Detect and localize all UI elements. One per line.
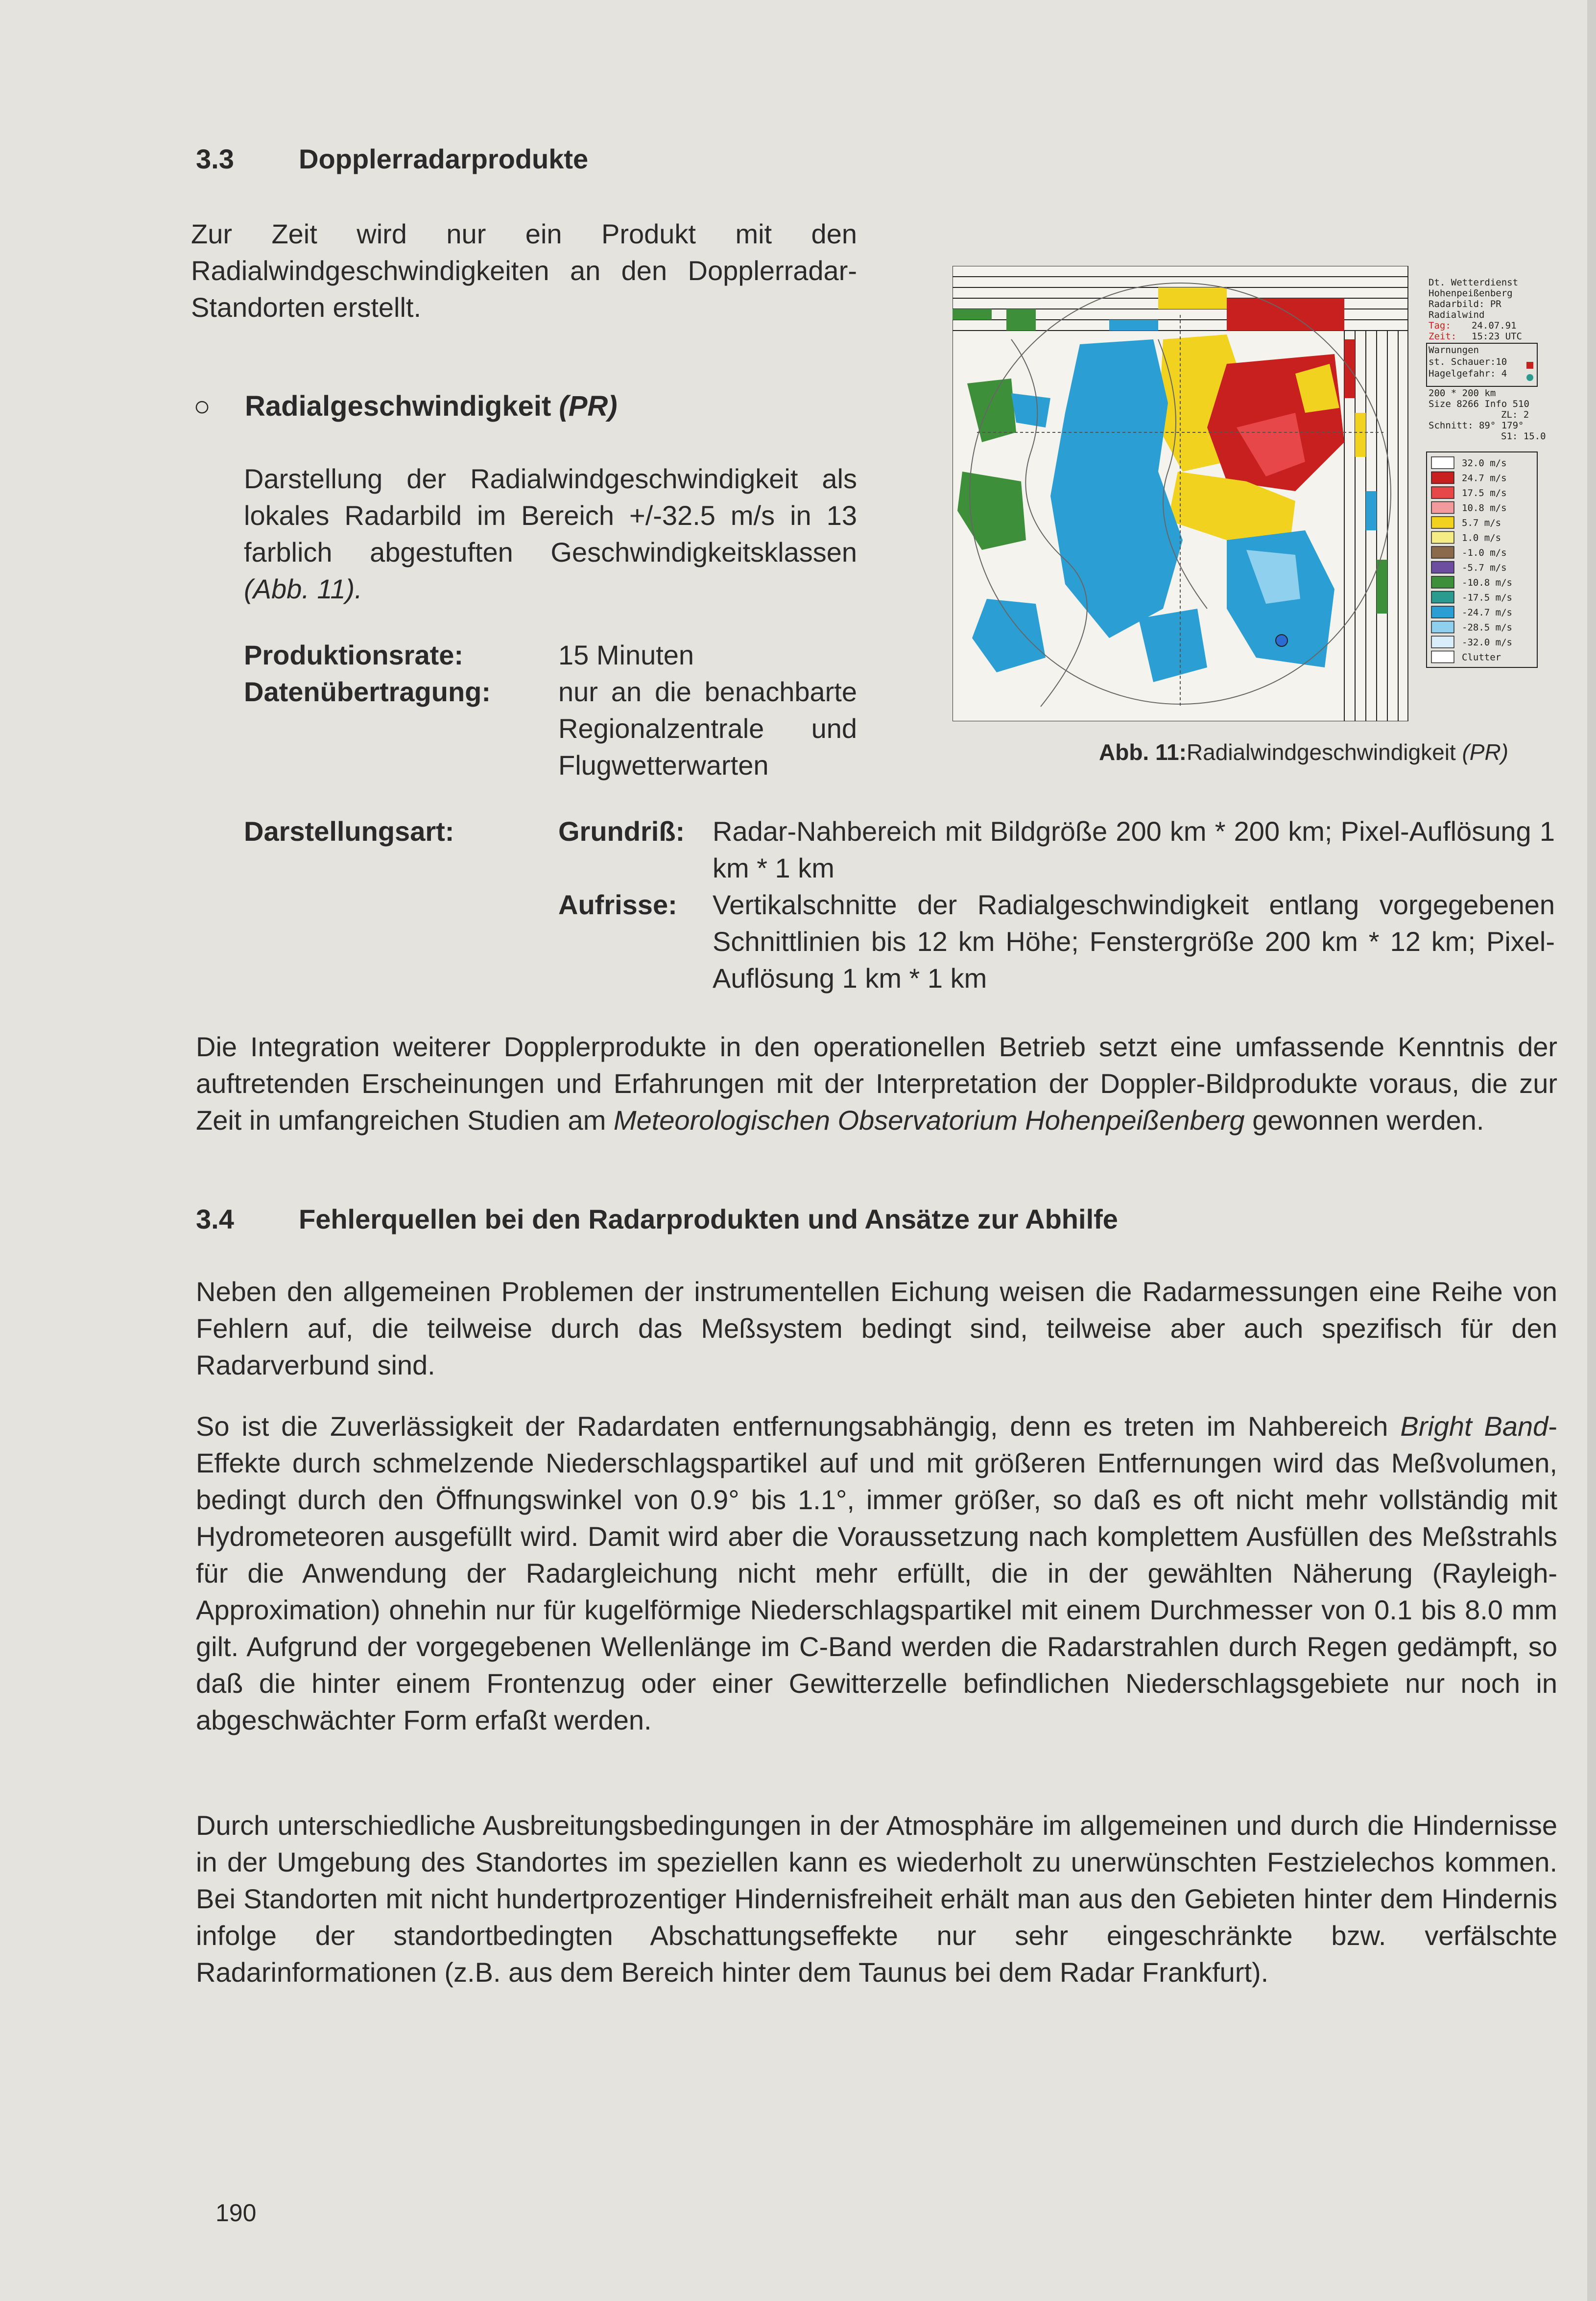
- info-line: Dt. Wetterdienst: [1429, 277, 1519, 288]
- product-description: [244, 460, 857, 607]
- info-line: Radialwind: [1429, 309, 1485, 320]
- legend-swatch: [1431, 487, 1454, 498]
- tag-value: 24.07.91: [1472, 320, 1517, 331]
- size-line: Schnitt: 89° 179°: [1429, 420, 1524, 431]
- bright-band-term: Bright Band: [1400, 1411, 1548, 1442]
- section-heading-3-4: [196, 1202, 1118, 1236]
- zeit-label: Zeit:: [1429, 331, 1457, 342]
- legend-label: Clutter: [1462, 652, 1501, 663]
- legend-swatch: [1431, 502, 1454, 514]
- legend-swatch: [1431, 532, 1454, 544]
- legend-swatch: [1431, 576, 1454, 588]
- warn-marker: [1526, 374, 1533, 381]
- legend-swatch: [1431, 472, 1454, 484]
- legend-label: 17.5 m/s: [1462, 488, 1507, 498]
- caption-number: Abb. 11:: [1099, 739, 1187, 765]
- section-heading-3-3: [196, 142, 588, 176]
- reliability-text: So ist die Zuverlässigkeit der Radardaten entfernungsabhängig, denn es treten im Nahbereich: [196, 1411, 1388, 1442]
- size-line: ZL: 2: [1501, 409, 1529, 420]
- product-heading: [193, 389, 618, 424]
- integration-text-end: gewonnen werden.: [1252, 1105, 1484, 1136]
- legend-label: -5.7 m/s: [1462, 562, 1507, 573]
- radar-figure: [953, 266, 1572, 721]
- paragraph-reliability: [196, 1408, 1557, 1738]
- legend-label: 10.8 m/s: [1462, 502, 1507, 514]
- legend-swatch: [1431, 457, 1454, 469]
- legend-swatch: [1431, 562, 1454, 573]
- section-title: Dopplerradarprodukte: [299, 143, 589, 174]
- warn-marker: [1526, 362, 1533, 369]
- legend-swatch: [1431, 592, 1454, 603]
- paragraph-propagation: Durch unterschiedliche Ausbreitungsbedingungen in der Atmosphäre im allgemeinen und durch die Hindernisse in der Umgebung des Standortes im speziellen kann es wiederholt zu unerwünschten Festzielechos kommen. Bei Standorten mit nicht hundertprozentiger Hindernisfreiheit erhält man aus den Gebieten hinter dem Hindernis infolge der standortbedingten Abschattungseffekte nur sehr eingeschränkte bzw. verfälschte Radarinformationen (z.B. aus dem Bereich hinter dem Taunus bei dem Radar Frankfurt).: [196, 1810, 1557, 1988]
- rate-label: Produktionsrate:: [244, 640, 464, 670]
- legend-box: [1427, 452, 1537, 667]
- observatory-name: Meteorologischen Observatorium Hohenpeißenberg: [613, 1105, 1245, 1136]
- tag-label: Tag:: [1429, 320, 1451, 331]
- grundriss-label: Grundriß:: [558, 816, 685, 847]
- product-description-text: Darstellung der Radialwindgeschwindigkeit als lokales Radarbild im Bereich +/-32.5 m/s in 13 farblich abgestuften Geschwindigkeitsklassen: [244, 463, 857, 568]
- warn-line: Hagelgefahr: 4: [1429, 368, 1507, 379]
- legend-label: -1.0 m/s: [1462, 547, 1507, 558]
- legend-swatch: [1431, 621, 1454, 633]
- legend: [1431, 457, 1512, 663]
- legend-label: -28.5 m/s: [1462, 622, 1512, 633]
- aufrisse-label: Aufrisse:: [558, 889, 677, 920]
- transfer-value: nur an die benachbarte Regionalzentrale und Flugwetterwarten: [558, 676, 857, 781]
- size-line: Size 8266 Info 510: [1429, 399, 1529, 409]
- legend-label: -24.7 m/s: [1462, 607, 1512, 618]
- legend-label: -32.0 m/s: [1462, 637, 1512, 648]
- caption-text: Radialwindgeschwindigkeit: [1186, 739, 1456, 765]
- page-number: 190: [215, 2199, 257, 2227]
- legend-label: 1.0 m/s: [1462, 532, 1501, 544]
- aufrisse-value: Vertikalschnitte der Radialgeschwindigkeit entlang vorgegebenen Schnittlinien bis 12 km Höhe; Fenstergröße 200 km * 12 km; Pixel-Auflösung 1 km * 1 km: [713, 889, 1555, 994]
- paragraph-errors: Neben den allgemeinen Problemen der instrumentellen Eichung weisen die Radarmessungen eine Reihe von Fehlern auf, die teilweise durch das Meßsystem bedingt sind, teilweise aber auch spezifisch für den Radarverbund sind.: [196, 1276, 1557, 1380]
- legend-swatch: [1431, 546, 1454, 558]
- legend-swatch: [1431, 606, 1454, 618]
- intro-paragraph: Zur Zeit wird nur ein Produkt mit den Radialwindgeschwindigkeiten an den Dopplerradar-Standorten erstellt.: [191, 218, 857, 323]
- product-code: (PR): [559, 390, 618, 422]
- radar-image: [953, 266, 1572, 721]
- section-number: 3.3: [196, 143, 234, 174]
- legend-swatch: [1431, 651, 1454, 663]
- figure-caption: [1099, 738, 1508, 766]
- transfer-label: Datenübertragung:: [244, 676, 491, 707]
- integration-paragraph: [196, 1028, 1557, 1139]
- section-number: 3.4: [196, 1204, 234, 1234]
- reliability-text-cont: -Effekte durch schmelzende Niederschlagspartikel auf und mit größeren Entfernungen wird das Meßvolumen, bedingt durch den Öffnungswinkel von 0.9° bis 1.1°, immer größer, so daß es oft nicht mehr vollständig mit Hydrometeoren ausgefüllt wird. Damit wird aber die Voraussetzung nach komplettem Ausfüllen des Meßstrahls für die Anwendung der Radargleichung nicht mehr erfüllt, die in der gewählten Näherung (Rayleigh-Approximation) ohnehin nur für kugelförmige Niederschlagspartikel mit einem Durchmesser von 0.1 bis 8.0 mm gilt. Aufgrund der vorgegebenen Wellenlänge im C-Band werden die Radarstrahlen durch Regen gedämpft, so daß die hinter einem Frontenzug oder einer Gewitterzelle befindlichen Niederschlagsgebiete nur noch in abgeschwächter Form erfaßt werden.: [196, 1411, 1557, 1735]
- figure-reference: (Abb. 11).: [244, 573, 362, 604]
- legend-swatch: [1431, 517, 1454, 528]
- rate-value: 15 Minuten: [558, 640, 694, 670]
- display-label: Darstellungsart:: [244, 816, 454, 847]
- warn-line: st. Schauer:10: [1429, 356, 1507, 367]
- product-title: Radialgeschwindigkeit: [245, 390, 551, 422]
- legend-label: 5.7 m/s: [1462, 518, 1501, 528]
- integration-text: Die Integration weiterer Dopplerprodukte in den operationellen Betrieb setzt eine umfassende Kenntnis der auftretenden Erscheinungen und Erfahrungen mit der Interpretation der Doppler-Bildprodukte voraus, die zur Zeit in umfangreichen Studien am: [196, 1031, 1557, 1136]
- legend-label: 32.0 m/s: [1462, 458, 1507, 469]
- warn-line: Warnungen: [1429, 345, 1479, 356]
- info-line: Radarbild: PR: [1429, 299, 1501, 309]
- page-edge: [1587, 0, 1596, 2301]
- size-line: S1: 15.0: [1501, 431, 1546, 442]
- legend-label: 24.7 m/s: [1462, 473, 1507, 484]
- legend-label: -17.5 m/s: [1462, 592, 1512, 603]
- size-line: 200 * 200 km: [1429, 388, 1496, 399]
- zeit-value: 15:23 UTC: [1472, 331, 1522, 342]
- bullet-circle: ○: [193, 390, 211, 422]
- info-line: Hohenpeißenberg: [1429, 288, 1513, 299]
- grundriss-value: Radar-Nahbereich mit Bildgröße 200 km * 200 km; Pixel-Auflösung 1 km * 1 km: [713, 816, 1555, 883]
- legend-swatch: [1431, 636, 1454, 648]
- legend-label: -10.8 m/s: [1462, 577, 1512, 588]
- section-title: Fehlerquellen bei den Radarprodukten und Ansätze zur Abhilfe: [299, 1204, 1118, 1234]
- caption-code: (PR): [1462, 739, 1509, 765]
